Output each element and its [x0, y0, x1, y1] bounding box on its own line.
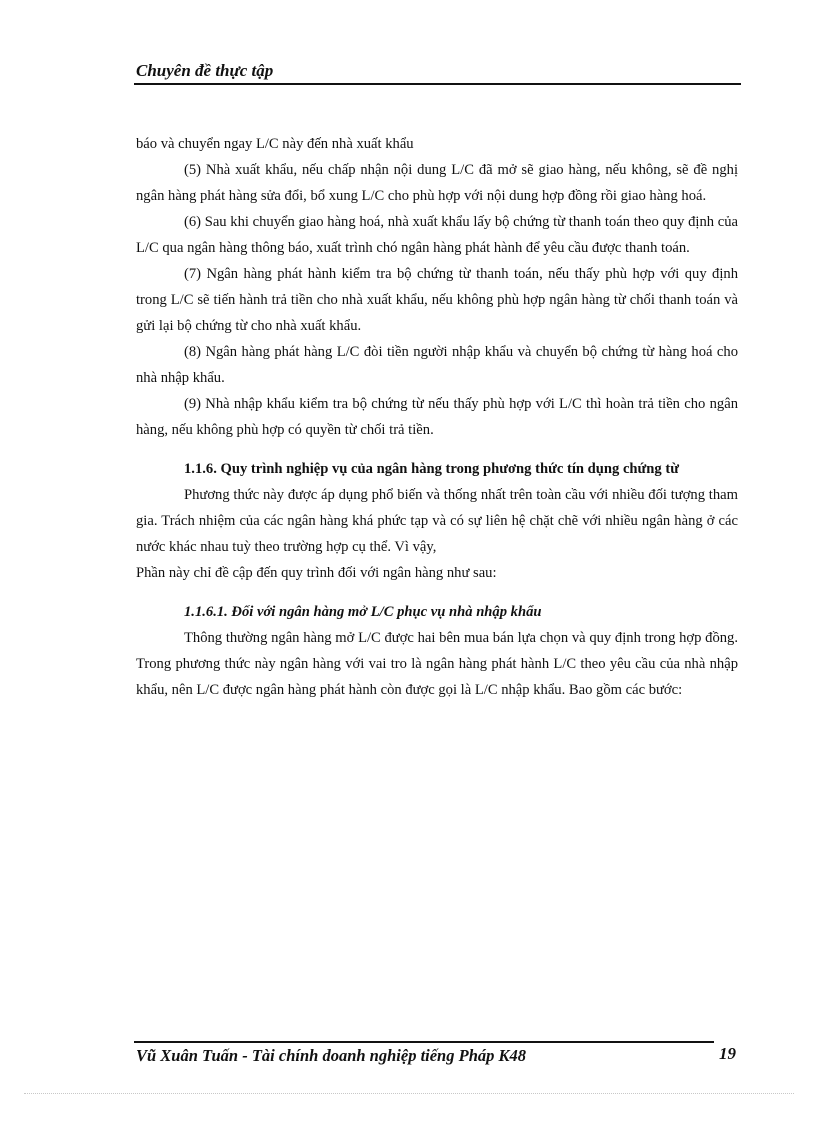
- header-divider: [134, 83, 741, 85]
- page-bottom-border: [24, 1093, 794, 1094]
- paragraph-step-8: (8) Ngân hàng phát hàng L/C đòi tiền người nhập khẩu và chuyển bộ chứng từ hàng hoá cho nhà nhập khẩu.: [136, 344, 738, 386]
- paragraph-continuation: báo và chuyển ngay L/C này đến nhà xuất khẩu: [136, 136, 414, 152]
- paragraph-step-5: (5) Nhà xuất khẩu, nếu chấp nhận nội dung L/C đã mở sẽ giao hàng, nếu không, sẽ đề nghị ngân hàng phát hàng sửa đổi, bổ xung L/C cho phù hợp với nội dung hợp đồng rồi giao hàng hoá.: [136, 162, 738, 204]
- paragraph-step-7: (7) Ngân hàng phát hành kiểm tra bộ chứng từ thanh toán, nếu thấy phù hợp với quy định trong L/C sẽ tiến hành trả tiền cho nhà xuất khẩu, nếu không phù hợp ngân hàng từ chối thanh toán và gửi lại bộ chứng từ cho nhà xuất khẩu.: [136, 266, 738, 334]
- header-title: Chuyên đề thực tập: [136, 61, 274, 80]
- footer-author: Vũ Xuân Tuấn - Tài chính doanh nghiệp tiếng Pháp K48: [136, 1046, 526, 1065]
- section-heading: 1.1.6. Quy trình nghiệp vụ của ngân hàng trong phương thức tín dụng chứng từ: [184, 461, 679, 477]
- subsection-heading: 1.1.6.1. Đối với ngân hàng mở L/C phục vụ nhà nhập khẩu: [184, 604, 542, 620]
- paragraph-issuing-bank: Thông thường ngân hàng mở L/C được hai bên mua bán lựa chọn và quy định trong hợp đồng. Trong phương thức này ngân hàng với vai tro là ngân hàng phát hành L/C theo yêu cầu của nhà nhập khẩu, nên L/C được ngân hàng phát hành còn được gọi là L/C nhập khẩu. Bao gồm các bước:: [136, 630, 738, 698]
- paragraph-step-6: (6) Sau khi chuyển giao hàng hoá, nhà xuất khẩu lấy bộ chứng từ thanh toán theo quy định của L/C qua ngân hàng thông báo, xuất trình chó ngân hàng phát hành để yêu cầu được thanh toán.: [136, 214, 738, 256]
- paragraph-step-9: (9) Nhà nhập khẩu kiểm tra bộ chứng từ nếu thấy phù hợp với L/C thì hoàn trả tiền cho ngân hàng, nếu không phù hợp có quyền từ chối trả tiền.: [136, 396, 738, 438]
- paragraph-method-intro: Phương thức này được áp dụng phổ biến và thống nhất trên toàn cầu với nhiều đối tượng tham gia. Trách nhiệm của các ngân hàng khá phức tạp và có sự liên hệ chặt chẽ với nhiều ngân hàng ở các nước khác nhau tuỳ theo trường hợp cụ thể. Vì vậy,: [136, 487, 738, 555]
- page-number: 19: [719, 1044, 736, 1063]
- body-content: [136, 131, 738, 703]
- paragraph-scope: Phần này chỉ đề cập đến quy trình đối với ngân hàng như sau:: [136, 565, 497, 581]
- footer-divider: [134, 1041, 714, 1043]
